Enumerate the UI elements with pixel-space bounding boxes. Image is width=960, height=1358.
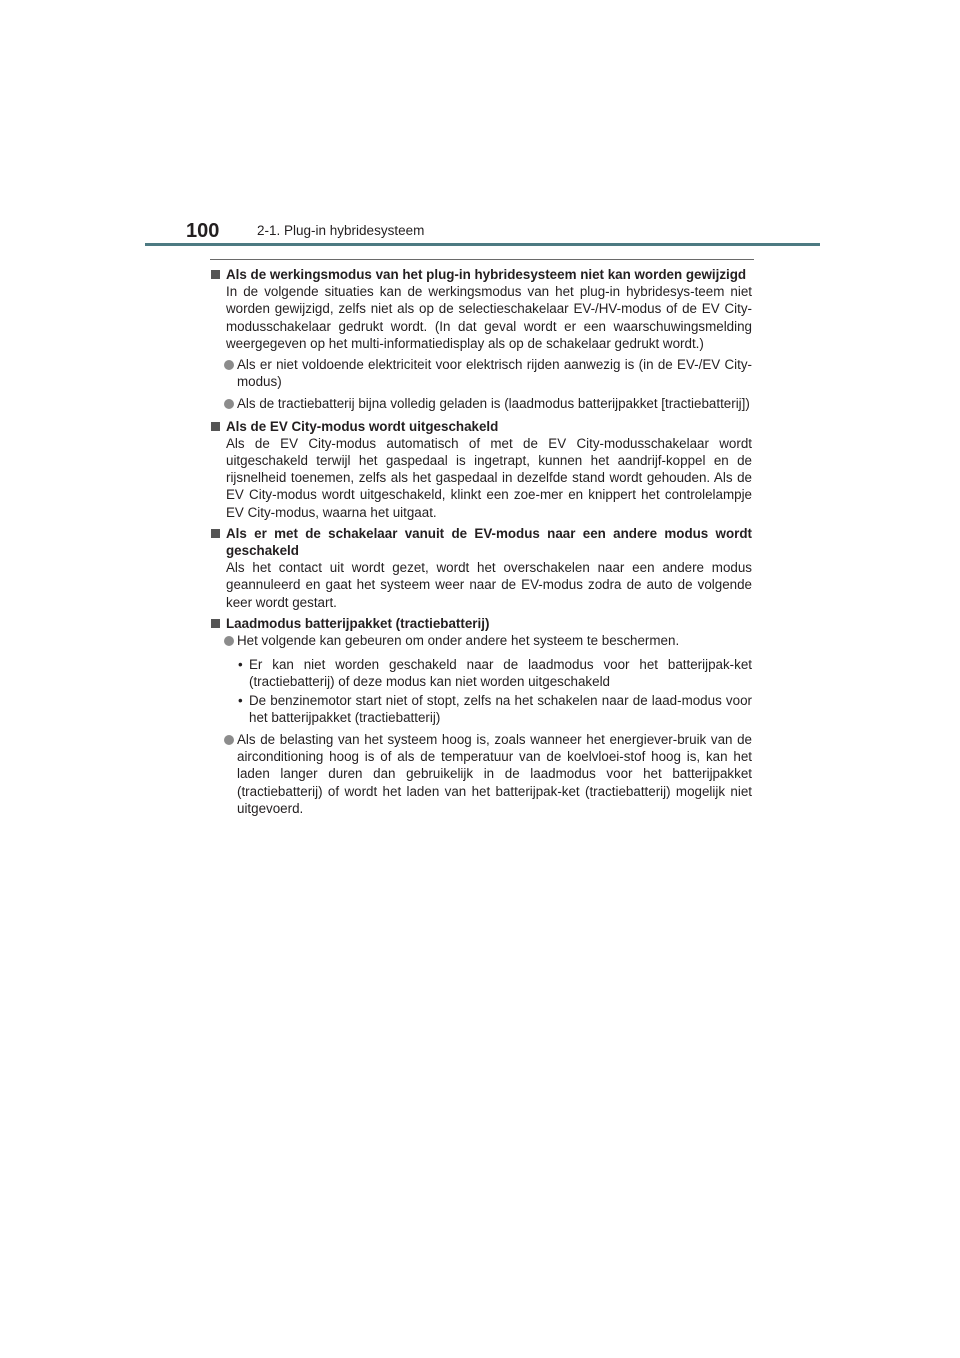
bullet-item [211, 395, 752, 412]
bullet-text: Het volgende kan gebeuren om onder andere het systeem te beschermen. [237, 633, 680, 649]
section-heading [211, 615, 752, 632]
sub-list [211, 656, 752, 726]
sub-item [211, 656, 752, 690]
dot-marker-icon: • [238, 692, 243, 708]
page-number: 100 [186, 220, 220, 242]
section-laadmodus [211, 615, 752, 817]
section-heading [211, 525, 752, 559]
section-heading-text: Als er met de schakelaar vanuit de EV-modus naar een andere modus wordt geschakeld [226, 525, 752, 559]
sub-item [211, 692, 752, 726]
section-title: 2-1. Plug-in hybridesysteem [257, 223, 425, 238]
sub-item-text: De benzinemotor start niet of stopt, zelfs na het schakelen naar de laad-modus voor het batterijpakket (tractiebatterij) [249, 692, 752, 725]
section-werkingsmodus [211, 266, 752, 413]
bullet-text: Als er niet voldoende elektriciteit voor elektrisch rijden aanwezig is (in de EV-/EV City-modus) [237, 357, 752, 390]
section-heading [211, 418, 752, 435]
circle-bullet-icon [224, 735, 234, 745]
square-bullet-icon [211, 270, 220, 279]
section-heading-text: Laadmodus batterijpakket (tractiebatterij) [226, 615, 490, 631]
circle-bullet-icon [224, 636, 234, 646]
section-ev-modus-schakelen [211, 525, 752, 611]
section-heading-text: Als de werkingsmodus van het plug-in hybridesysteem niet kan worden gewijzigd [226, 267, 747, 282]
bullet-item [211, 632, 752, 649]
bullet-text: Als de tractiebatterij bijna volledig geladen is (laadmodus batterijpakket [tractiebatterij]) [237, 396, 750, 412]
circle-bullet-icon [224, 360, 234, 370]
section-ev-city-uitgeschakeld [211, 418, 752, 521]
page-content [211, 266, 752, 822]
section-paragraph: In de volgende situaties kan de werkingsmodus van het plug-in hybridesys-teem niet worden gewijzigd, zelfs niet als op de selectieschakelaar EV-/HV-modus of de EV City-modusschakelaar gedrukt wordt. (In dat geval wordt er een waarschuwingsmelding weergegeven op het multi-informatiedisplay als op de schakelaar gedrukt wordt.) [226, 284, 752, 351]
section-heading [211, 266, 752, 283]
section-heading-text: Als de EV City-modus wordt uitgeschakeld [226, 418, 499, 434]
square-bullet-icon [211, 619, 220, 628]
bullet-text: Als de belasting van het systeem hoog is, zoals wanneer het energiever-bruik van de airconditioning hoog is of als de temperatuur van de koelvloei-stof hoog is, kan het laden langer duren dan gebruikelijk in de laadmodus voor het batterijpakket (tractiebatterij) of wordt het laden van het batterijpak-ket (tractiebatterij) mogelijk niet uitgevoerd. [237, 732, 752, 816]
header-rule [145, 243, 820, 246]
square-bullet-icon [211, 422, 220, 431]
section-paragraph: Als de EV City-modus automatisch of met de EV City-modusschakelaar wordt uitgeschakeld terwijl het gaspedaal is ingetrapt, kunnen het aandrijf-koppel en de rijsnelheid toenemen, zelfs als het gaspedaal in dezelfde stand wordt gehouden. Als de EV City-modus wordt uitgeschakeld, klinkt een zoe-mer en knippert het controlelampje EV City-modus, waarna het uitgaat. [226, 435, 752, 520]
dot-marker-icon: • [238, 657, 243, 673]
sub-item-text: Er kan niet worden geschakeld naar de laadmodus voor het batterijpak-ket (tractiebatterij) of deze modus kan niet worden uitgeschakeld [249, 657, 752, 690]
circle-bullet-icon [224, 399, 234, 409]
square-bullet-icon [211, 529, 220, 538]
bullet-item [211, 731, 752, 817]
content-top-rule [210, 259, 754, 260]
section-paragraph: Als het contact uit wordt gezet, wordt het overschakelen naar een andere modus geannuleerd en gaat het systeem weer naar de EV-modus zodra de auto de volgende keer wordt gestart. [226, 560, 752, 610]
bullet-item [211, 356, 752, 390]
